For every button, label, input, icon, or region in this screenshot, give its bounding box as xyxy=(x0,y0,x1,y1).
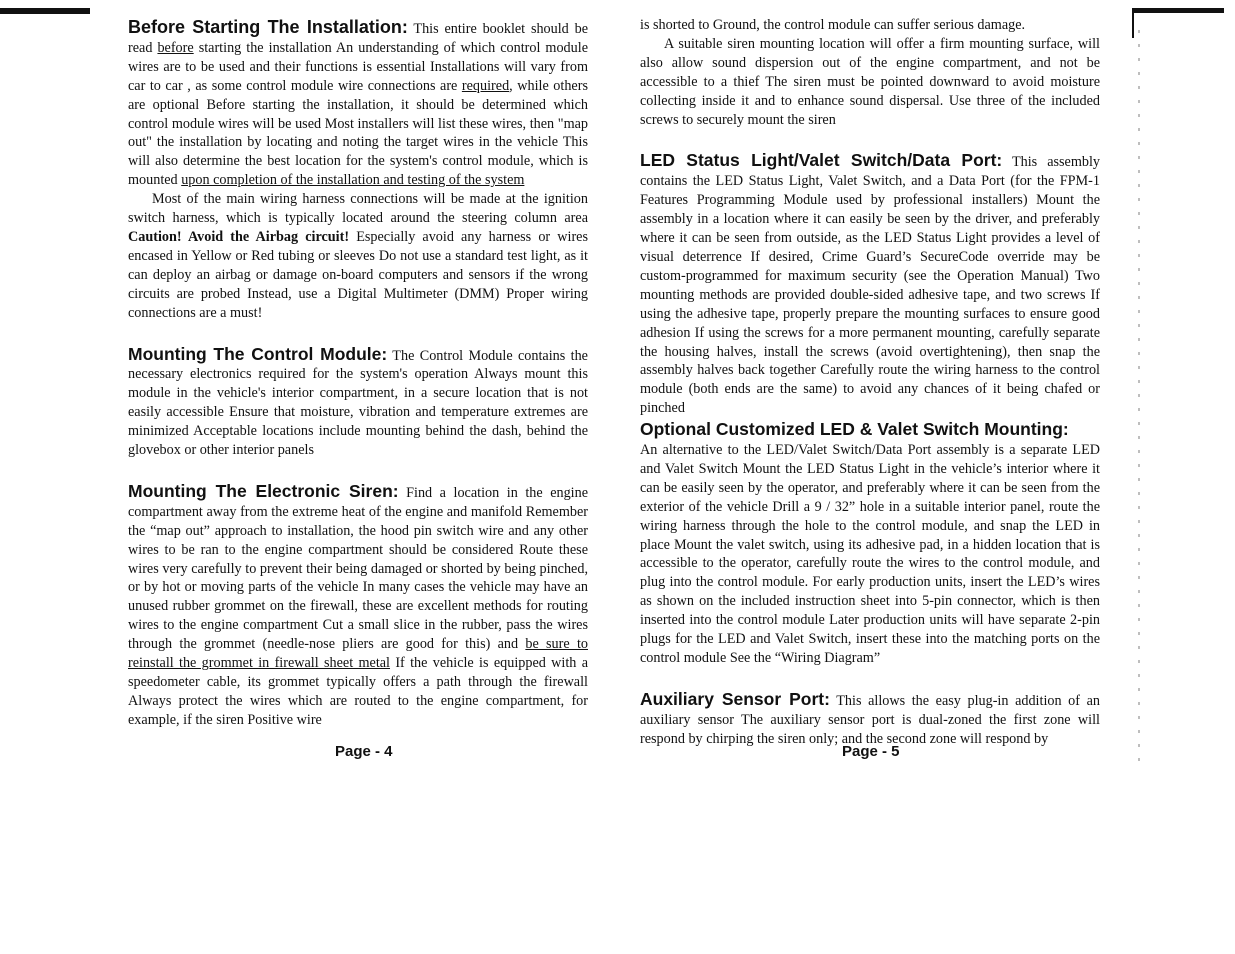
control-module-heading: Mounting The Control Module: xyxy=(128,343,388,364)
page-number-4: Page - 4 xyxy=(335,743,393,760)
siren-continued: is shorted to Ground, the control module can suffer serious damage. xyxy=(640,17,1026,33)
page-5-column xyxy=(640,16,1100,749)
optional-heading: Optional Customized LED & Valet Switch Mounting: xyxy=(640,419,1069,440)
installation-heading: Before Starting The Installation: xyxy=(128,17,408,37)
installation-paragraph: Before Starting The Installation: This entire booklet should be read before starting the installation An understanding of which control module wires are to be used and their functions is essential Installations will vary from car to car , as some control module wire connections are required, while others are optional Before starting the installation, it should be determined which control module wires will be used Most installers will list these wires, then "map out" the installation by locating and noting the target wires in the vehicle This will also determine the best location for the system's control module, which is mounted upon completion of the installation and testing of the system xyxy=(128,17,588,189)
optional-paragraph: An alternative to the LED/Valet Switch/Data Port assembly is a separate LED and Valet Switch Mount the LED Status Light in the vehicle’s interior where it can be easily seen by the operator, and preferably where it can be seen from the exterior of the vehicle Drill a 9 / 32” hole in a suitable interior panel, route the wiring harness through the hole to the control module, and snap the LED in place Mount the valet switch, using its adhesive pad, in a hidden location that is accessible to the operator, carefully route the wires to the control module, and plug into the control module. For early production units, insert the LED’s wires as shown on the included instruction sheet into 5-pin connector, which is then inserted into the control module Later production units will have separate 2-pin plugs for the LED and Valet Switch, insert these into the matching ports on the control module See the “Wiring Diagram” xyxy=(640,442,1100,666)
siren-paragraph: Mounting The Electronic Siren: Find a location in the engine compartment away from the extreme heat of the engine and manifold Remember the “map out” approach to installation, the hood pin switch wire and any other wires to be ran to the engine compartment should be considered Route these wires very carefully to prevent their being damaged or shorted by being pinched, or by hot or moving parts of the vehicle In many cases the vehicle may have an unused rubber grommet on the firewall, these are excellent methods for routing wires to the engine compartment Cut a small slice in the rubber, pass the wires through the grommet (needle-nose pliers are good for this) and be sure to reinstall the grommet in firewall sheet metal If the vehicle is equipped with a speedometer cable, its grommet typically offers a path through the firewall Always protect the wires which are routed to the engine compartment, for example, if the siren Positive wire xyxy=(128,480,589,728)
registration-mark-top-left xyxy=(0,8,90,14)
page-number-5: Page - 5 xyxy=(842,743,900,760)
wiring-paragraph: Most of the main wiring harness connections will be made at the ignition switch harness, which is typically located around the steering column area Caution! Avoid the Airbag circuit! Especially avoid any harness or wires encased in Yellow or Red tubing or sleeves Do not use a standard test light, as it can deploy an airbag or damage on-board computers and sensors if the wrong circuits are probed Instead, use a Digital Multimeter (DMM) Proper wiring connections are a must! xyxy=(128,191,588,321)
crop-mark-top-right-vertical xyxy=(1132,8,1134,38)
page-edge-artifact xyxy=(1138,30,1140,770)
auxiliary-heading: Auxiliary Sensor Port: xyxy=(640,688,830,709)
siren-heading: Mounting The Electronic Siren: xyxy=(128,480,399,501)
page-4-column xyxy=(128,18,588,730)
led-heading: LED Status Light/Valet Switch/Data Port: xyxy=(640,150,1003,171)
led-paragraph: LED Status Light/Valet Switch/Data Port: This assembly contains the LED Status Light, Valet Switch, and a Data Port (for the FPM-1 Features Programming Module used by professional installers) Mount the assembly in a location where it can easily be seen by the driver, and preferably where it can be seen from outside, as the LED Status Light provides a level of visual deterrence If desired, Crime Guard’s SecureCode override may be custom-programmed for maximum security (see the Operation Manual) Two mounting methods are provided double-sided adhesive tape, and two screws If using the adhesive tape, properly prepare the mounting surfaces to ensure good adhesion If using the screws for a more permanent mounting, carefully separate the housing halves, install the screws (avoid overtightening), then snap the assembly halves back together Carefully route the wiring harness to the control module (both ends are the same) to avoid any chances of it being chafed or pinched xyxy=(640,150,1100,417)
control-module-paragraph: Mounting The Control Module: The Control Module contains the necessary electronics required for the system's operation Always mount this module in the vehicle's interior compartment, in a secure location that is not easily accessible Ensure that moisture, vibration and temperature extremes are minimized Acceptable locations include mounting behind the dash, behind the glovebox or other interior panels xyxy=(128,343,588,459)
optional-heading-line xyxy=(640,420,1100,441)
siren-location-paragraph: A suitable siren mounting location will offer a firm mounting surface, will also allow sound dispersion out of the engine compartment, and not be accessible to a thief The siren must be pointed downward to avoid moisture collecting inside it and to enhance sound dispersal. Use three of the included screws to securely mount the siren xyxy=(640,35,1100,128)
auxiliary-paragraph: Auxiliary Sensor Port: This allows the easy plug-in addition of an auxiliary sensor The auxiliary sensor port is dual-zoned the first zone will respond by chirping the siren only; and the second zone will respond by xyxy=(640,688,1100,747)
crop-mark-top-right xyxy=(1132,8,1224,13)
airbag-caution: Caution! Avoid the Airbag circuit! xyxy=(128,228,350,245)
